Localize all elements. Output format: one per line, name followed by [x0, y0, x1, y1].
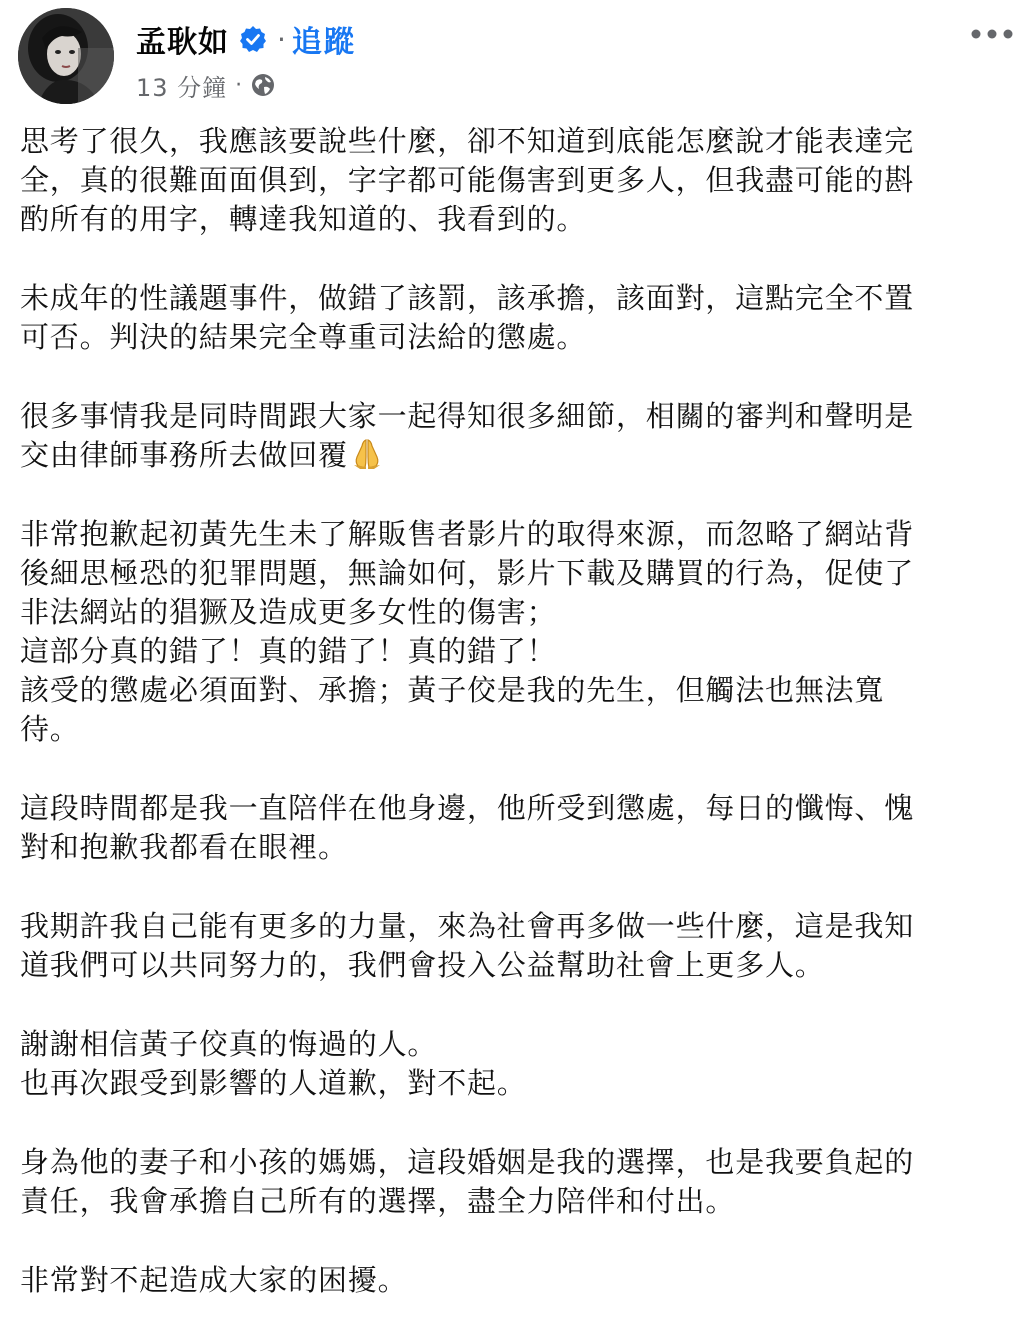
- post-text: 謝謝相信黃子佼真的悔過的人。: [20, 1027, 438, 1061]
- post-text-line: [20, 279, 1014, 318]
- post-text: 責任，我會承擔自己所有的選擇，盡全力陪伴和付出。: [20, 1184, 736, 1218]
- post-text: 這部分真的錯了！真的錯了！真的錯了！: [20, 634, 557, 668]
- post-text-line: [20, 1261, 1014, 1300]
- post-text: 交由律師事務所去做回覆: [20, 438, 348, 472]
- folded-hands-emoji-icon: [350, 437, 384, 471]
- separator-dot: ·: [277, 22, 286, 56]
- post-text-line: [20, 593, 1014, 632]
- post-text-line: [20, 515, 1014, 554]
- post-text: 非法網站的猖獗及造成更多女性的傷害；: [20, 595, 557, 629]
- post-text: 很多事情我是同時間跟大家一起得知很多細節，相關的審判和聲明是: [20, 399, 915, 433]
- post-text: 非常抱歉起初黃先生未了解販售者影片的取得來源，而忽略了網站背: [20, 517, 915, 551]
- post-paragraph: [20, 789, 1014, 867]
- post-text: 全，真的很難面面俱到，字字都可能傷害到更多人，但我盡可能的斟: [20, 163, 915, 197]
- post-text-line: [20, 1064, 1014, 1103]
- post-text-line: [20, 1025, 1014, 1064]
- author-row: [136, 18, 356, 60]
- post-text-line: [20, 671, 1014, 710]
- profile-photo: [18, 8, 114, 104]
- post-text: 道我們可以共同努力的，我們會投入公益幫助社會上更多人。: [20, 948, 825, 982]
- post-text-line: [20, 828, 1014, 867]
- post-text: 身為他的妻子和小孩的媽媽，這段婚姻是我的選擇，也是我要負起的: [20, 1145, 915, 1179]
- post-text-line: [20, 318, 1014, 357]
- post-meta: [136, 68, 276, 102]
- post-timestamp[interactable]: 13 分鐘: [136, 73, 228, 102]
- post-text-line: [20, 1143, 1014, 1182]
- more-options-icon: [970, 28, 1014, 40]
- post-text-line: [20, 200, 1014, 239]
- more-options-button[interactable]: [966, 14, 1018, 54]
- follow-button[interactable]: 追蹤: [291, 25, 356, 60]
- post-text: 酌所有的用字，轉達我知道的、我看到的。: [20, 202, 587, 236]
- post-text-line: [20, 907, 1014, 946]
- verified-badge-icon: [239, 25, 267, 53]
- post-header: [18, 8, 1018, 108]
- post-paragraph: [20, 122, 1014, 239]
- globe-icon[interactable]: [250, 72, 276, 98]
- post-paragraph: [20, 279, 1014, 357]
- post-text: 對和抱歉我都看在眼裡。: [20, 830, 348, 864]
- post-text: 思考了很久，我應該要說些什麼，卻不知道到底能怎麼說才能表達完: [20, 124, 915, 158]
- post-text-line: [20, 710, 1014, 749]
- post-paragraph: [20, 515, 1014, 749]
- post-text-line: [20, 1182, 1014, 1221]
- post-text: 可否。判決的結果完全尊重司法給的懲處。: [20, 320, 587, 354]
- post-text: 我期許我自己能有更多的力量，來為社會再多做一些什麼，這是我知: [20, 909, 915, 943]
- post-paragraph: [20, 1143, 1014, 1221]
- post-text-line: [20, 554, 1014, 593]
- post-text: 未成年的性議題事件，做錯了該罰，該承擔，該面對，這點完全不置: [20, 281, 915, 315]
- author-name[interactable]: 孟耿如: [136, 25, 229, 60]
- meta-separator-dot: ·: [235, 72, 243, 98]
- post-paragraph: [20, 397, 1014, 475]
- post-text-line: [20, 946, 1014, 985]
- post-text: 待。: [20, 712, 80, 746]
- post-text: 這段時間都是我一直陪伴在他身邊，他所受到懲處，每日的懺悔、愧: [20, 791, 915, 825]
- post-text-line: [20, 436, 1014, 475]
- post-text: 該受的懲處必須面對、承擔；黃子佼是我的先生，但觸法也無法寬: [20, 673, 885, 707]
- post-text-line: [20, 789, 1014, 828]
- avatar[interactable]: [18, 8, 114, 104]
- post-text: 非常對不起造成大家的困擾。: [20, 1263, 408, 1297]
- post-text-line: [20, 632, 1014, 671]
- post-text: 後細思極恐的犯罪問題，無論如何，影片下載及購買的行為，促使了: [20, 556, 915, 590]
- post-text: 也再次跟受到影響的人道歉，對不起。: [20, 1066, 527, 1100]
- post-text-line: [20, 397, 1014, 436]
- post-paragraph: [20, 1025, 1014, 1103]
- post-text-line: [20, 161, 1014, 200]
- post-text-line: [20, 122, 1014, 161]
- post-body: [20, 122, 1014, 1340]
- post-paragraph: [20, 907, 1014, 985]
- post-paragraph: [20, 1261, 1014, 1300]
